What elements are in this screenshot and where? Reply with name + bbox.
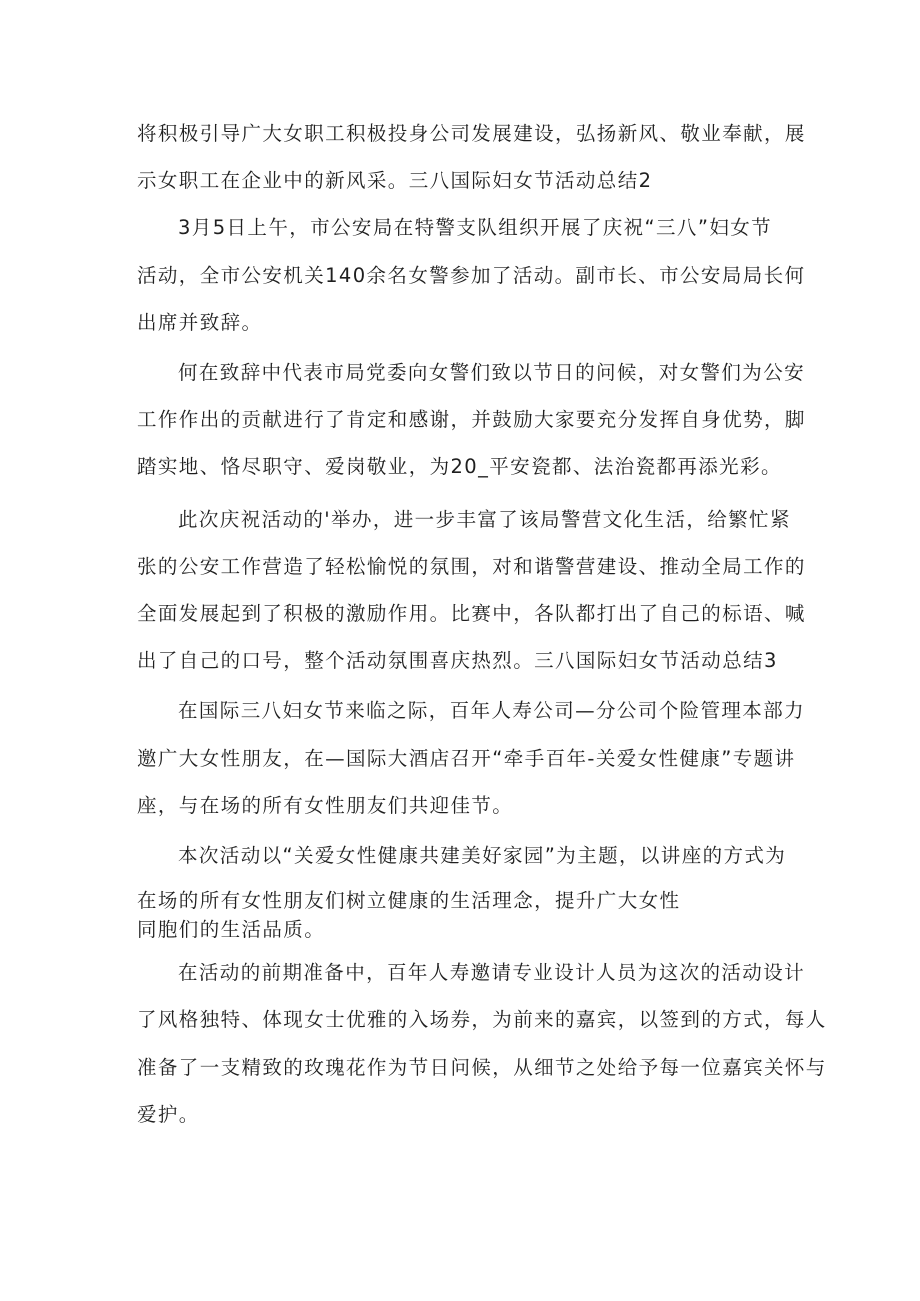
text-line: 活动，全市公安机关140余名女警参加了活动。副市长、市公安局局长何 (137, 264, 806, 287)
text-line: 准备了一支精致的玫瑰花作为节日问候，从细节之处给予每一位嘉宾关怀与 (137, 1056, 827, 1079)
text-line: 同胞们的生活品质。 (137, 918, 326, 941)
text-line: 座，与在场的所有女性朋友们共迎佳节。 (137, 794, 514, 817)
text-line: 在国际三八妇女节来临之际，百年人寿公司—分公司个险管理本部力 (178, 699, 806, 722)
text-line: 工作作出的贡献进行了肯定和感谢，并鼓励大家要充分发挥自身优势，脚 (137, 408, 806, 431)
text-line: 出席并致辞。 (137, 311, 263, 334)
text-line: 全面发展起到了积极的激励作用。比赛中，各队都打出了自己的标语、喊 (137, 602, 806, 625)
text-line: 在活动的前期准备中，百年人寿邀请专业设计人员为这次的活动设计 (178, 961, 806, 984)
text-line: 3月5日上午，市公安局在特警支队组织开展了庆祝“三八”妇女节 (178, 216, 773, 239)
text-line: 了风格独特、体现女士优雅的入场券，为前来的嘉宾，以签到的方式，每人 (137, 1008, 827, 1031)
text-line: 在场的所有女性朋友们树立健康的生活理念，提升广大女性 (137, 889, 681, 912)
text-line: 本次活动以“关爱女性健康共建美好家园”为主题，以讲座的方式为 (178, 844, 787, 867)
text-line: 何在致辞中代表市局党委向女警们致以节日的问候，对女警们为公安 (178, 361, 806, 384)
text-line: 张的公安工作营造了轻松愉悦的氛围，对和谐警营建设、推动全局工作的 (137, 555, 806, 578)
text-line: 爱护。 (137, 1103, 200, 1126)
text-line: 踏实地、恪尽职守、爱岗敬业，为20_平安瓷都、法治瓷都再添光彩。 (137, 455, 782, 478)
text-line: 出了自己的口号，整个活动氛围喜庆热烈。三八国际妇女节活动总结3 (137, 649, 778, 672)
text-line: 示女职工在企业中的新风采。三八国际妇女节活动总结2 (137, 169, 653, 192)
text-line: 将积极引导广大女职工积极投身公司发展建设，弘扬新风、敬业奉献，展 (137, 122, 806, 145)
text-line: 邀广大女性朋友，在—国际大酒店召开“牵手百年-关爱女性健康”专题讲 (137, 747, 796, 770)
text-line: 此次庆祝活动的'举办，进一步丰富了该局警营文化生活，给繁忙紧 (178, 508, 791, 531)
